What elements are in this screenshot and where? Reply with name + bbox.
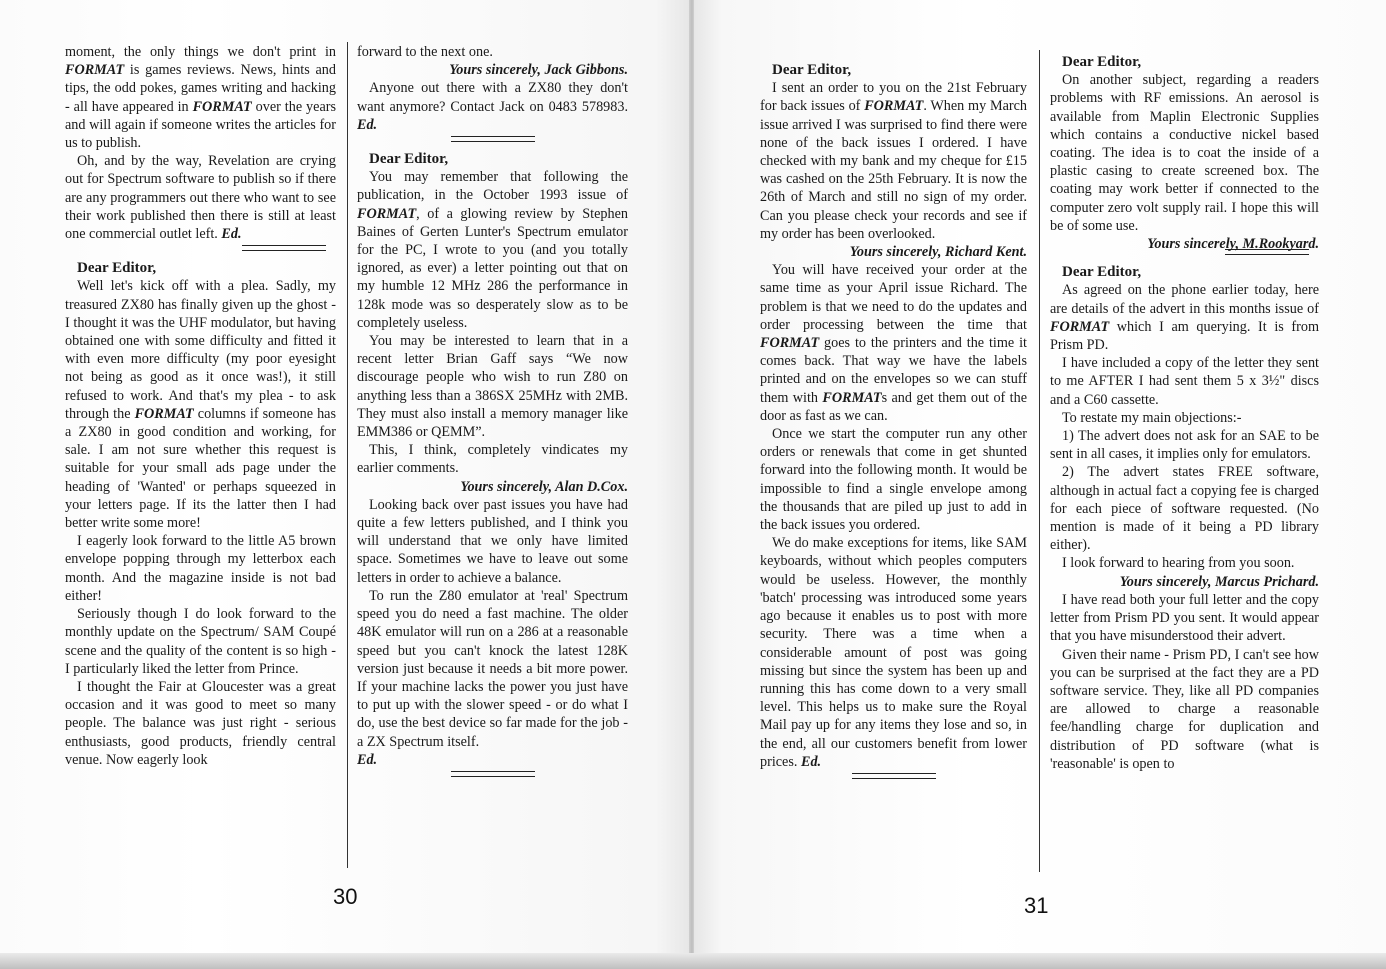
editor-signoff: Ed.	[221, 226, 242, 243]
editor-signoff: Ed.	[800, 753, 822, 770]
magazine-name: FORMAT	[760, 335, 820, 352]
paragraph: forward to the next one.	[357, 44, 493, 60]
editor-signoff: Ed.	[357, 751, 378, 768]
paragraph: On another subject, regarding a readers problems with RF emissions. An aerosol is available from Maplin Electronic Supplies which contains a conductive nickel based coating. The idea is to coat the inside of a plastic casing to create screened box. The coating may work better if connected to the computer zero volt supply rail. I hope this will be of some use.	[1050, 72, 1319, 234]
letter-signoff: Yours sincerely, M.Rookyard.	[1147, 236, 1319, 253]
left-page-column-1	[65, 43, 336, 868]
magazine-name: FORMAT	[134, 405, 194, 422]
paragraph-text: Oh, and by the way, Revelation are crying out for Spectrum software to publish so if there are any programmers out there who want to see their work published then there is still at least one commercial outlet left.	[65, 153, 336, 243]
paragraph: I have read both your full letter and the copy letter from Prism PD you sent. It would appear that you have misunderstood their advert.	[1050, 591, 1319, 645]
magazine-name: FORMAT	[822, 389, 882, 406]
paragraph: 2) The advert states FREE software, although in actual fact a copying fee is charged for each piece of software requested. (No mention is made of it being a PD library either).	[1050, 464, 1319, 554]
left-page	[0, 0, 690, 969]
paragraph: Given their name - Prism PD, I can't see how you can be surprised at the fact they are a PD software service. They, like all PD companies are allowed to charge a reasonable fee/handling charge for duplication and distribution of PD software (what is 'reasonable' is open to	[1050, 646, 1319, 772]
paragraph	[65, 152, 336, 243]
paragraph: You may be interested to learn that in a recent letter Brian Gaff says “We now discourage people who wish to run Z80 on anything less than a 386SX 25MHz with 2MB. They must also install a memory manager like EMM386 or QEMM”.	[357, 333, 628, 441]
editor-signoff: Ed.	[357, 116, 378, 133]
paragraph: I look forward to hearing from you soon.	[1062, 555, 1295, 572]
paragraph	[760, 534, 1027, 771]
page-number: 31	[1024, 893, 1049, 918]
right-page	[694, 0, 1386, 969]
paragraph: Seriously though I do look forward to the monthly update on the Spectrum/ SAM Coupé scene and the quality of the content is so high - I particularly liked the letter from Prince.	[65, 606, 336, 677]
paragraph: I have included a copy of the letter they sent to me AFTER I had sent them 5 x 3½" discs and a C60 cassette.	[1050, 355, 1319, 408]
left-page-column-2	[357, 43, 628, 868]
page-number: 30	[333, 884, 358, 909]
paragraph: To run the Z80 emulator at 'real' Spectrum speed you do need a fast machine. The older 48K emulator will run on a 286 at a reasonable speed but you can't knock the latest 128K version just because it needs a bit more power. If your machine lacks the power you just have to put up with the slower speed - or do what I do, use the best device so far made for the job - a ZX Spectrum itself.	[357, 587, 628, 750]
letter-heading: Dear Editor,	[1062, 264, 1142, 281]
paragraph: This, I think, completely vindicates my earlier comments.	[357, 442, 628, 477]
paragraph-text: Anyone out there with a ZX80 they don't want anymore? Contact Jack on 0483 578983.	[357, 80, 628, 115]
letter-signoff: Yours sincerely, Jack Gibbons.	[449, 62, 628, 79]
letter-signoff: Yours sincerely, Alan D.Cox.	[460, 478, 628, 495]
magazine-name: FORMAT	[1050, 318, 1110, 335]
letter-signoff: Yours sincerely, Richard Kent.	[849, 244, 1027, 261]
paragraph: I thought the Fair at Gloucester was a great occasion and it was good to meet so many people. The balance was just right - serious enthusiasts, good products, friendly central venue. Now eagerly look	[65, 678, 336, 768]
paragraph: You will have received your order at the same time as your April issue Richard. The problem is that we need to do the updates and order processing between the time that FORMAT goes to the printers and the time it comes back. That way we have the labels printed and on the envelopes so we can stuff them with FORMATs and get them out of the door as fast as we can.	[760, 262, 1027, 424]
right-page-column-2	[1050, 47, 1319, 870]
scan-bottom-edge	[0, 953, 1386, 969]
paragraph	[357, 751, 628, 769]
paragraph: To restate my main objections:-	[1062, 409, 1242, 426]
right-page-column-1	[760, 55, 1027, 870]
separator-rule	[852, 773, 936, 779]
separator-rule	[451, 136, 535, 142]
paragraph: Once we start the computer run any other orders or renewals that come in get shunted forward into the following month. It would be impossible to find a single envelope among the thousands that are piled up just to add in the back issues you ordered.	[760, 426, 1027, 534]
letter-signoff: Yours sincerely, Marcus Prichard.	[1119, 573, 1319, 590]
paragraph: Well let's kick off with a plea. Sadly, my treasured ZX80 has finally given up the ghost - I thought it was the UHF modulator, but having obtained one with some difficulty and fitted it with even more difficulty (my poor eyesight not being as good as it once was!), it still refused to work. And that's my plea - to ask through the FORMAT columns if someone has a ZX80 in good condition and working, for sale. I am not sure whether this request is suitable for your small ads page under the heading of 'Wanted' or perhaps squeezed in your letters page. If its the latter then I had better write some more!	[65, 278, 336, 532]
magazine-name: FORMAT	[65, 62, 125, 79]
paragraph: As agreed on the phone earlier today, here are details of the advert in this months issue of FORMAT which I am querying. It is from Prism PD.	[1050, 282, 1319, 354]
paragraph-text: We do make exceptions for items, like SAM keyboards, without which peoples computers would be useless. However, the monthly 'batch' processing was introduced some years ago because it enables us to post with more security. There was a time when a considerable amount of post was going missing but since the system has been up and running this has come down to a very small level. This helps us to make sure the Royal Mail pay up for any items they lose and so, in the end, all our customers benefit from lower prices.	[760, 535, 1027, 770]
separator-rule	[242, 245, 326, 251]
column-divider	[1039, 50, 1040, 872]
letter-heading: Dear Editor,	[369, 151, 449, 168]
paragraph: 1) The advert does not ask for an SAE to be sent in all cases, it implies only for emulators.	[1050, 428, 1319, 463]
paragraph: moment, the only things we don't print in FORMAT is games reviews. News, hints and tips, the odd pokes, games writing and hacking - all have appeared in FORMAT over the years and will again if someone writes the articles for us to publish.	[65, 44, 336, 152]
letter-heading: Dear Editor,	[772, 62, 852, 78]
paragraph	[357, 79, 628, 134]
letter-heading: Dear Editor,	[1062, 54, 1142, 70]
magazine-name: FORMAT	[864, 98, 924, 115]
magazine-name: FORMAT	[357, 205, 417, 222]
column-divider	[347, 42, 348, 868]
magazine-name: FORMAT	[192, 98, 252, 115]
paragraph: I eagerly look forward to the little A5 brown envelope popping through my letterbox each month. And the magazine inside is not bad either!	[65, 533, 336, 604]
paragraph: You may remember that following the publication, in the October 1993 issue of FORMAT, of a glowing review by Stephen Baines of Gerten Lunter's Spectrum emulator for the PC, I wrote to you (and you totally ignored, as ever) a letter pointing out that on my humble 12 MHz 286 the performance in 128k mode was so desperately slow as to be completely useless.	[357, 169, 628, 331]
paragraph: I sent an order to you on the 21st February for back issues of FORMAT. When my March issue arrived I was surprised to find there were none of the back issues I ordered. I have checked with my bank and my cheque for £15 was cashed on the 25th February. It is now the 26th of March and still no sign of my order. Can you please check your records and see if my order has been overlooked.	[760, 80, 1027, 242]
paragraph: Looking back over past issues you have had quite a few letters published, and I think you will understand that we only have limited space. Sometimes we have to leave out some letters in order to achieve a balance.	[357, 496, 628, 586]
letter-heading: Dear Editor,	[77, 260, 157, 277]
separator-rule	[451, 771, 535, 777]
